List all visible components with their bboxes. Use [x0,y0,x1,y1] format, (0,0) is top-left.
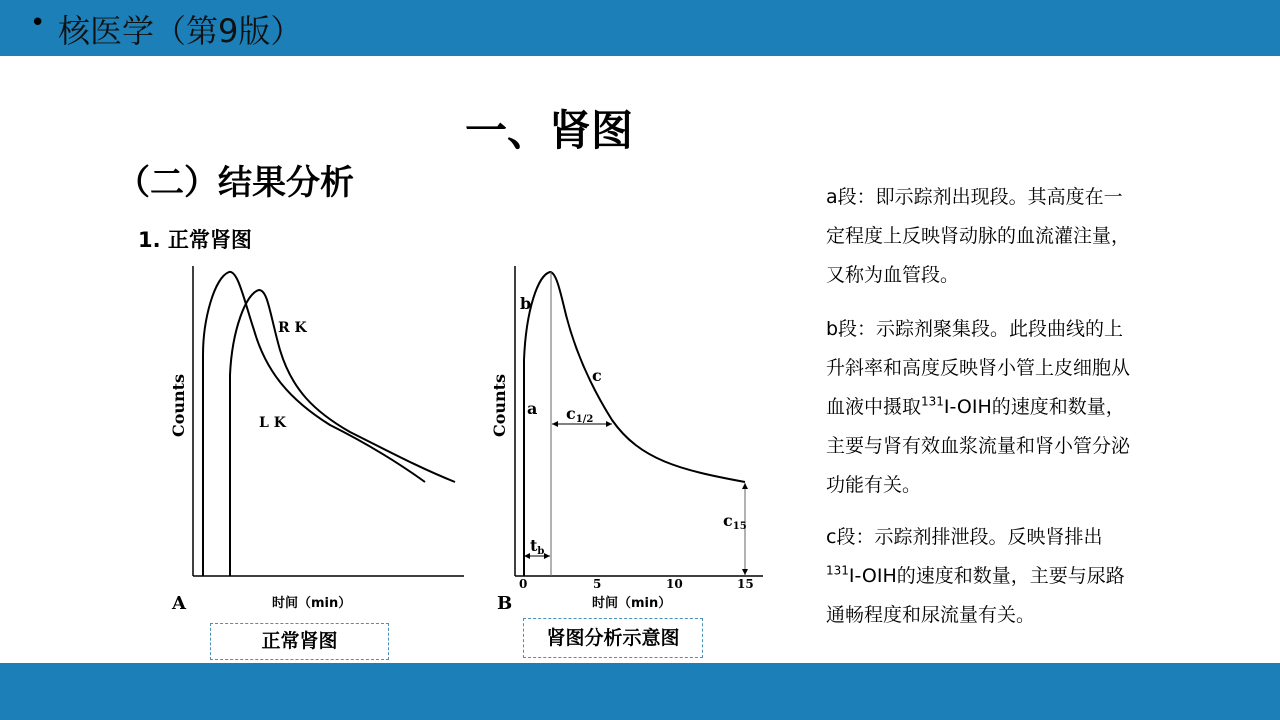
description-c-pre: c段：示踪剂排泄段。反映肾排出 [826,526,1103,548]
section-title: （二）结果分析 [116,163,354,203]
figure-b-xlabel: 时间（min） [592,596,672,611]
figure-b-xtick: 15 [737,577,754,591]
tb-sub: b [537,546,545,557]
figure-b-label-c: c [592,366,602,385]
description-c [826,518,1136,635]
figure-a-curve-rk [203,272,425,576]
sub-title: 1. 正常肾图 [138,228,252,252]
figure-b-label-tb [530,536,544,557]
figure-b-label-c-half [566,404,593,425]
figure-a-label-lk: L K [259,415,286,431]
bullet-icon: • [30,8,46,38]
figure-b-caption: 肾图分析示意图 [523,618,703,658]
c-half-sub: 1/2 [575,414,594,425]
figure-b-label-c15 [723,511,747,532]
c15-main: c [723,511,733,530]
main-title: 一、肾图 [465,106,634,155]
figure-b-xtick: 5 [593,577,602,591]
figure-b-label-b: b [520,294,532,313]
figure-b-xtick: 0 [519,577,528,591]
figure-a-caption: 正常肾图 [210,623,389,660]
description-c-post: I-OIH的速度和数量，主要与尿路通畅程度和尿流量有关。 [826,565,1125,626]
footer-bar [0,663,1280,720]
header-title: 核医学（第9版） [58,12,303,50]
description-a: a段：即示踪剂出现段。其高度在一定程度上反映肾动脉的血流灌注量，又称为血管段。 [826,186,1131,286]
figure-a-label-rk: R K [278,320,307,336]
description-b-sup: 131 [921,394,944,409]
tb-main: t [530,536,538,555]
figure-a-panel-label: A [172,593,186,614]
c-half-main: c [566,404,576,423]
figure-b-panel-label: B [497,593,513,614]
figure-a-ylabel: Counts [169,373,188,437]
figure-b-ylabel: Counts [490,373,509,437]
figure-a [169,266,464,614]
figure-b-label-a: a [527,399,538,418]
c15-sub: 15 [732,521,747,532]
description-c-sup: 131 [826,563,849,578]
figure-b-xtick: 10 [666,577,683,591]
description-b-pre: b段：示踪剂聚集段。此段曲线的上升斜率和高度反映肾小管上皮细胞从血液中摄取 [826,318,1131,418]
figure-a-xlabel: 时间（min） [272,596,352,611]
figure-b [490,266,763,614]
description-b-post: I-OIH的速度和数量，主要与肾有效血浆流量和肾小管分泌功能有关。 [826,396,1131,496]
figure-a-curve-lk [230,290,455,576]
description-b [826,310,1136,505]
